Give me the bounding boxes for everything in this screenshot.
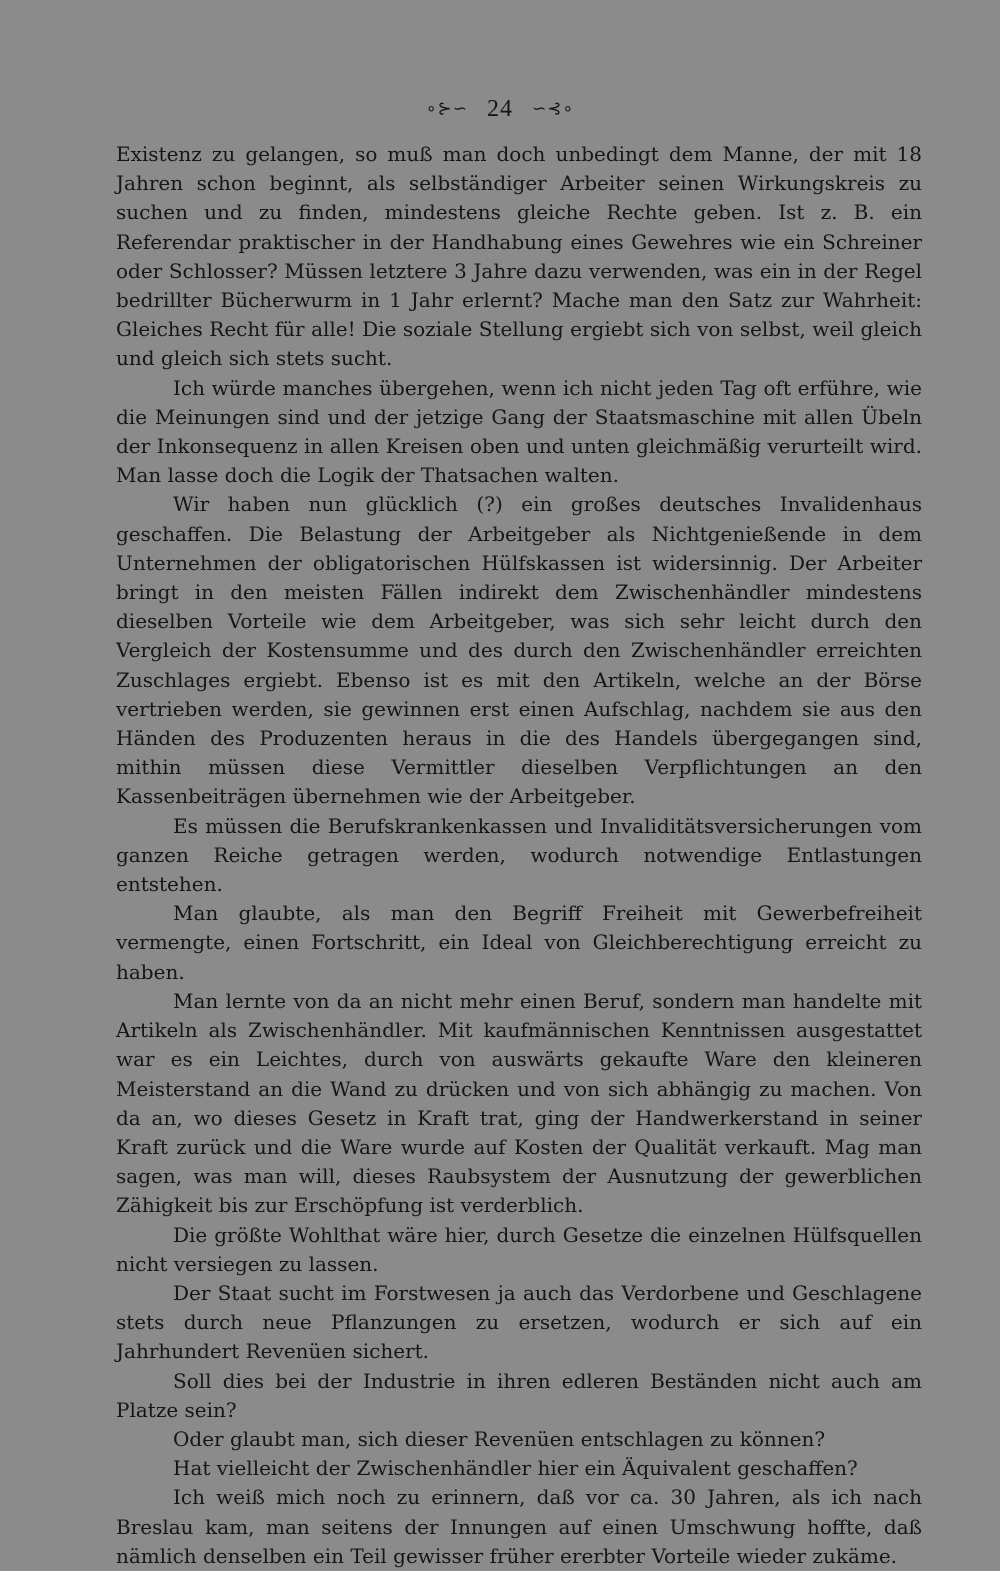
page-number: 24 (487, 96, 513, 122)
paragraph-4: Es müssen die Berufskrankenkassen und Invaliditätsversicherungen vom ganzen Reiche getragen werden, wodurch notwendige Entlastungen entstehen. (116, 813, 922, 897)
paragraph-11: Hat vielleicht der Zwischenhändler hier ein Äquivalent geschaffen? (173, 1456, 858, 1481)
paragraph-6: Man lernte von da an nicht mehr einen Beruf, sondern man handelte mit Artikeln als Zwischenhändler. Mit kaufmännischen Kenntnissen ausgestattet war es ein Leichtes, durch von auswärts gekaufte Ware den kleineren Meisterstand an die Wand zu drücken und von sich abhängig zu machen. Von da an, wo dieses Gesetz in Kraft trat, ging der Handwerkerstand in seiner Kraft zurück und die Ware wurde auf Kosten der Qualität verkauft. Mag man sagen, was man will, dieses Raubsystem der Ausnutzung der gewerblichen Zähigkeit bis zur Erschöpfung ist verderblich. (116, 988, 922, 1218)
paragraph-1: Existenz zu gelangen, so muß man doch unbedingt dem Manne, der mit 18 Jahren schon beginnt, als selbständiger Arbeiter seinen Wirkungskreis zu suchen und zu finden, mindestens gleiche Rechte geben. Ist z. B. ein Referendar praktischer in der Handhabung eines Gewehres wie ein Schreiner oder Schlosser? Müssen letztere 3 Jahre dazu verwenden, was ein in der Regel bedrillter Bücherwurm in 1 Jahr erlernt? Mache man den Satz zur Wahrheit: Gleiches Recht für alle! Die soziale Stellung ergiebt sich von selbst, weil gleich und gleich sich stets sucht. (116, 142, 922, 371)
body-text (116, 140, 922, 1571)
paragraph-10: Oder glaubt man, sich dieser Revenüen entschlagen zu können? (173, 1426, 826, 1451)
paragraph-5: Man glaubte, als man den Begriff Freiheit mit Gewerbefreiheit vermengte, einen Fortschritt, ein Ideal von Gleichberechtigung erreicht zu haben. (116, 901, 922, 984)
ornament-left: ∘⊱∽ (425, 99, 468, 118)
paragraph-9: Soll dies bei der Industrie in ihren edleren Beständen nicht auch am Platze sein? (116, 1368, 922, 1422)
paragraph-12: Ich weiß mich noch zu erinnern, daß vor ca. 30 Jahren, als ich nach Breslau kam, man seitens der Innungen auf einen Umschwung hoffte, daß nämlich denselben ein Teil gewisser früher ererbter Vorteile wieder zukäme. (116, 1485, 922, 1568)
page-header (0, 96, 1000, 123)
ornament-right: ∽⊰∘ (532, 99, 575, 118)
paragraph-7: Die größte Wohlthat wäre hier, durch Gesetze die einzelnen Hülfsquellen nicht versiegen zu lassen. (116, 1222, 922, 1276)
paragraph-8: Der Staat sucht im Forstwesen ja auch das Verdorbene und Geschlagene stets durch neue Pflanzungen zu ersetzen, wodurch er sich auf ein Jahrhundert Revenüen sichert. (116, 1280, 922, 1364)
paragraph-2: Ich würde manches übergehen, wenn ich nicht jeden Tag oft erführe, wie die Meinungen sind und der jetzige Gang der Staatsmaschine mit allen Übeln der Inkonsequenz in allen Kreisen oben und unten gleichmäßig verurteilt wird. Man lasse doch die Logik der Thatsachen walten. (116, 375, 922, 488)
paragraph-3: Wir haben nun glücklich (?) ein großes deutsches Invalidenhaus geschaffen. Die Belastung der Arbeitgeber als Nichtgenießende in dem Unternehmen der obligatorischen Hülfskassen ist widersinnig. Der Arbeiter bringt in den meisten Fällen indirekt dem Zwischenhändler mindestens dieselben Vorteile wie dem Arbeitgeber, was sich sehr leicht durch den Vergleich der Kostensumme und des durch den Zwischenhändler erreichten Zuschlages ergiebt. Ebenso ist es mit den Artikeln, welche an der Börse vertrieben werden, sie gewinnen erst einen Aufschlag, nachdem sie aus den Händen des Produzenten heraus in die des Handels übergegangen sind, mithin müssen diese Vermittler dieselben Verpflichtungen an den Kassenbeiträgen übernehmen wie der Arbeitgeber. (116, 492, 922, 809)
